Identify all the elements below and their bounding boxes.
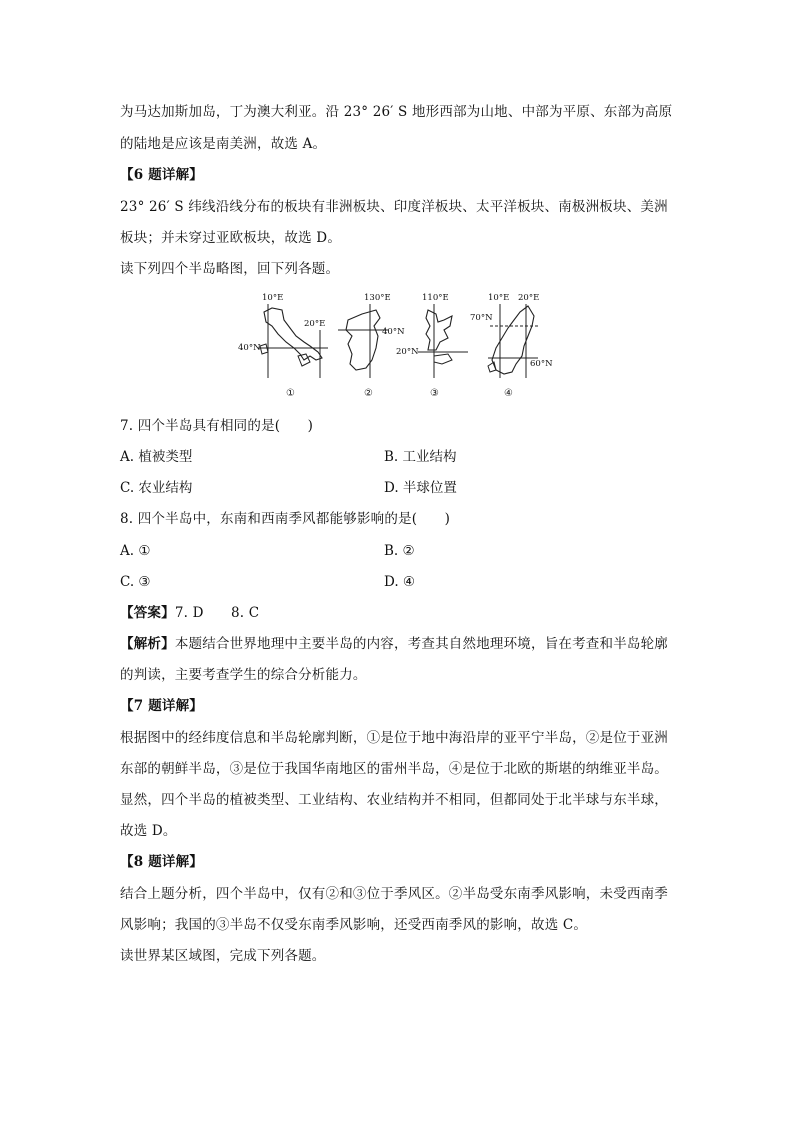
- intro-line: 读世界某区域图，完成下列各题。: [120, 948, 326, 964]
- map-3-label: 20°N: [396, 347, 419, 357]
- text-line: 故选 D。: [120, 823, 177, 839]
- map-2: [338, 293, 405, 399]
- answer-line: [120, 604, 259, 622]
- map-2-label: 40°N: [382, 327, 405, 337]
- map-3-caption: ③: [430, 388, 439, 399]
- map-1: [238, 293, 328, 399]
- map-3: [396, 293, 468, 399]
- text-line: 结合上题分析，四个半岛中，仅有②和③位于季风区。②半岛受东南季风影响，未受西南季: [120, 886, 668, 902]
- map-4-label: 70°N: [470, 313, 493, 323]
- section-heading-7: 【7 题详解】: [120, 698, 203, 714]
- q7-option-b: B. 工业结构: [384, 449, 457, 465]
- text-line: 板块；并未穿过亚欧板块，故选 D。: [120, 230, 342, 246]
- q7-option-d: D. 半球位置: [384, 480, 457, 496]
- map-4-caption: ④: [504, 388, 513, 399]
- text-line: 风影响；我国的③半岛不仅受东南季风影响，还受西南季风的影响，故选 C。: [120, 917, 588, 933]
- q8-option-a: A. ①: [120, 543, 151, 559]
- analysis-line: [120, 635, 668, 653]
- text-line: 23° 26′ S 纬线沿线分布的板块有非洲板块、印度洋板块、太平洋板块、南极洲板块、美洲: [120, 199, 668, 215]
- q8-option-d: D. ④: [384, 574, 416, 590]
- map-4-label: 20°E: [518, 293, 540, 303]
- peninsula-maps: [238, 290, 556, 402]
- question-7: 7. 四个半岛具有相同的是( ): [120, 418, 314, 434]
- section-heading-6: 【6 题详解】: [120, 167, 203, 183]
- map-4: [470, 293, 553, 399]
- answer-text: 7. D 8. C: [174, 605, 260, 621]
- text-line: 东部的朝鲜半岛，③是位于我国华南地区的雷州半岛，④是位于北欧的斯堪的纳维亚半岛。: [120, 761, 668, 777]
- text-line: 为马达加斯加岛，丁为澳大利亚。沿 23° 26′ S 地形西部为山地、中部为平原、东部为高原: [120, 104, 673, 120]
- analysis-text: 本题结合世界地理中主要半岛的内容，考查其自然地理环境，旨在考查和半岛轮廓: [174, 636, 669, 652]
- map-1-label: 10°E: [262, 293, 284, 303]
- map-1-caption: ①: [286, 388, 295, 399]
- map-3-label: 110°E: [422, 293, 449, 303]
- q7-option-a: A. 植被类型: [120, 449, 193, 465]
- question-8: 8. 四个半岛中，东南和西南季风都能够影响的是( ): [120, 511, 451, 527]
- q8-option-b: B. ②: [384, 543, 415, 559]
- map-1-label: 40°N: [238, 343, 261, 353]
- answer-label: 【答案】: [120, 605, 175, 621]
- map-2-label: 130°E: [364, 293, 391, 303]
- map-4-label: 10°E: [488, 293, 510, 303]
- section-heading-8: 【8 题详解】: [120, 854, 203, 870]
- text-line: 显然，四个半岛的植被类型、工业结构、农业结构并不相同，但都同处于北半球与东半球，: [120, 792, 668, 808]
- map-4-label: 60°N: [530, 359, 553, 369]
- q7-option-c: C. 农业结构: [120, 480, 193, 496]
- map-1-label: 20°E: [304, 319, 326, 329]
- q8-option-c: C. ③: [120, 574, 151, 590]
- map-2-caption: ②: [364, 388, 373, 399]
- analysis-label: 【解析】: [120, 636, 175, 652]
- text-line: 的陆地是应该是南美洲，故选 A。: [120, 136, 327, 152]
- peninsula-figure: [238, 290, 556, 402]
- text-line: 的判读，主要考查学生的综合分析能力。: [120, 667, 367, 683]
- intro-line: 读下列四个半岛略图，回下列各题。: [120, 261, 340, 277]
- text-line: 根据图中的经纬度信息和半岛轮廓判断，①是位于地中海沿岸的亚平宁半岛，②是位于亚洲: [120, 730, 668, 746]
